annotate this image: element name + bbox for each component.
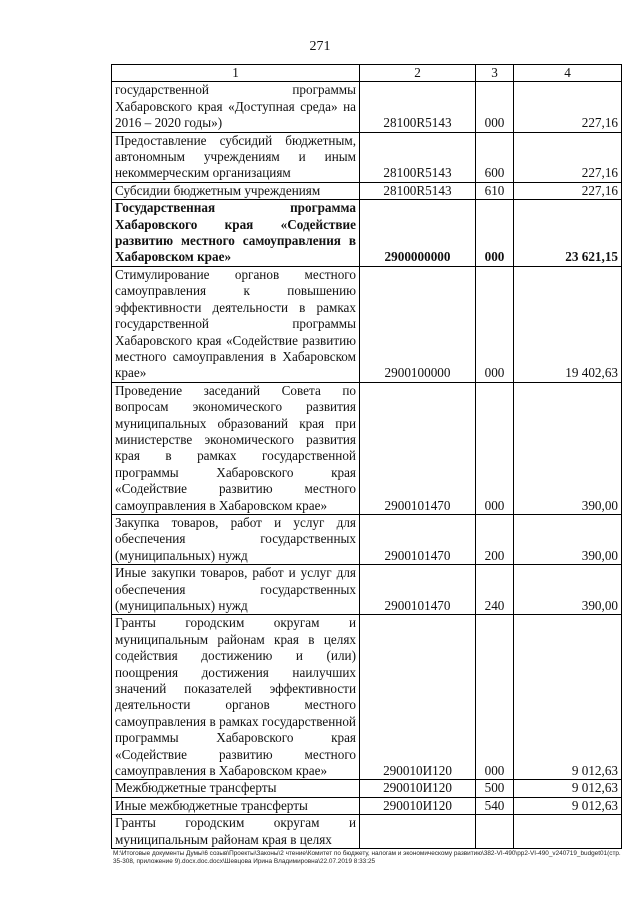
- row-amount: 23 621,15: [514, 200, 622, 267]
- row-code: 290010И120: [360, 780, 476, 797]
- table-row: [112, 615, 622, 780]
- row-amount: 390,00: [514, 382, 622, 514]
- row-name: Стимулирование органов местного самоуправления к повышению эффективности деятельности в рамках государственной программы Хабаровского края «Содействие развитию местного самоуправления в Хабаровском крае»: [112, 266, 360, 382]
- row-amount: 390,00: [514, 565, 622, 615]
- row-code: 28100R5143: [360, 82, 476, 132]
- row-type: 200: [476, 514, 514, 564]
- row-name: государственной программы Хабаровского края «Доступная среда» на 2016 – 2020 годы»): [112, 82, 360, 132]
- row-amount: 390,00: [514, 514, 622, 564]
- row-code: 2900101470: [360, 514, 476, 564]
- header-col-3: 3: [476, 65, 514, 82]
- row-code: 2900101470: [360, 565, 476, 615]
- row-type: 000: [476, 382, 514, 514]
- row-amount: 19 402,63: [514, 266, 622, 382]
- row-code: 28100R5143: [360, 182, 476, 199]
- row-amount: 227,16: [514, 82, 622, 132]
- table-row-program: [112, 200, 622, 267]
- row-type: 000: [476, 266, 514, 382]
- budget-table: [111, 64, 622, 849]
- row-type: 000: [476, 615, 514, 780]
- table-row: [112, 815, 622, 849]
- header-col-4: 4: [514, 65, 622, 82]
- row-code: 2900101470: [360, 382, 476, 514]
- row-amount: 9 012,63: [514, 780, 622, 797]
- page-number: 271: [309, 39, 331, 54]
- row-name: Государственная программа Хабаровского края «Содействие развитию местного самоуправления в Хабаровском крае»: [112, 200, 360, 267]
- row-amount: 227,16: [514, 132, 622, 182]
- row-code: 28100R5143: [360, 132, 476, 182]
- row-code: 2900100000: [360, 266, 476, 382]
- row-name: Предоставление субсидий бюджетным, автономным учреждениям и иным некоммерческим организациям: [112, 132, 360, 182]
- row-amount: [514, 815, 622, 849]
- row-type: [476, 815, 514, 849]
- row-code: 290010И120: [360, 797, 476, 814]
- row-name: Гранты городским округам и муниципальным районам края в целях: [112, 815, 360, 849]
- header-col-1: 1: [112, 65, 360, 82]
- row-name: Закупка товаров, работ и услуг для обеспечения государственных (муниципальных) нужд: [112, 514, 360, 564]
- row-amount: 9 012,63: [514, 797, 622, 814]
- table-row: [112, 382, 622, 514]
- row-amount: 227,16: [514, 182, 622, 199]
- file-path-footer: М:\Итоговые документы Думы\6 созыв\Проекты\Законы\2 чтение\Комитет по бюджету, налогам и экономическому развитию\382-VI-490\pp2-VI-490_v240719_budget01(стр.35-308, приложение 9).docx.doc.docx\Шевцова Ирина Владимировна\22.07.2019 8:33:25: [113, 850, 621, 865]
- row-type: 500: [476, 780, 514, 797]
- header-col-2: 2: [360, 65, 476, 82]
- row-name: Гранты городским округам и муниципальным районам края в целях содействия достижению и (или) поощрения достижения наилучших значений показателей эффективности деятельности органов местного самоуправления в рамках государственной программы Хабаровского края «Содействие развитию местного самоуправления в Хабаровском крае»: [112, 615, 360, 780]
- table-header-row: [112, 65, 622, 82]
- row-name: Иные закупки товаров, работ и услуг для обеспечения государственных (муниципальных) нужд: [112, 565, 360, 615]
- row-type: 000: [476, 82, 514, 132]
- row-name: Субсидии бюджетным учреждениям: [112, 182, 360, 199]
- table-row: [112, 514, 622, 564]
- table-row: [112, 797, 622, 814]
- row-type: 540: [476, 797, 514, 814]
- row-code: [360, 815, 476, 849]
- table-row: [112, 565, 622, 615]
- row-type: 610: [476, 182, 514, 199]
- row-name: Межбюджетные трансферты: [112, 780, 360, 797]
- row-amount: 9 012,63: [514, 615, 622, 780]
- table-row: [112, 266, 622, 382]
- row-type: 240: [476, 565, 514, 615]
- row-type: 600: [476, 132, 514, 182]
- row-code: 290010И120: [360, 615, 476, 780]
- table-row: [112, 182, 622, 199]
- row-name: Проведение заседаний Совета по вопросам экономического развития муниципальных образований края при министерстве экономического развития края в рамках государственной программы Хабаровского края «Содействие развитию местного самоуправления в Хабаровском крае»: [112, 382, 360, 514]
- row-name: Иные межбюджетные трансферты: [112, 797, 360, 814]
- table-row: [112, 132, 622, 182]
- table-row: [112, 82, 622, 132]
- row-type: 000: [476, 200, 514, 267]
- row-code: 2900000000: [360, 200, 476, 267]
- table-row: [112, 780, 622, 797]
